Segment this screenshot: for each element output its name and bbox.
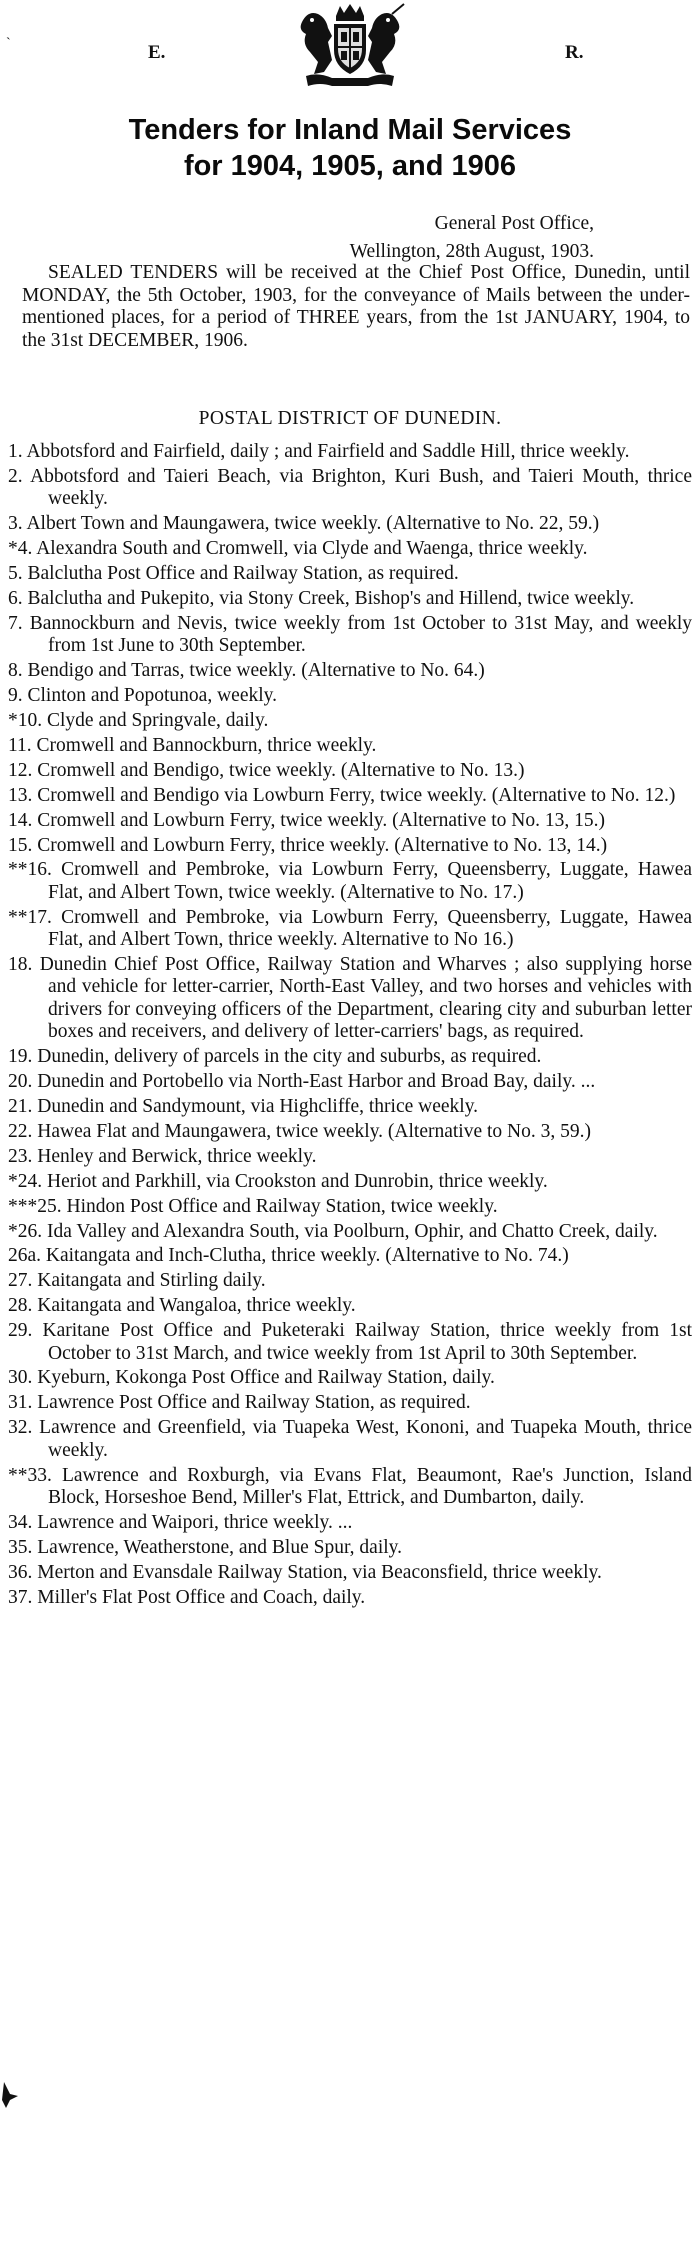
entry-text: Lawrence and Waipori, thrice weekly. ... (37, 1511, 353, 1533)
entry-text: Cromwell and Bannockburn, thrice weekly. (36, 734, 377, 756)
entry-number: 30. (8, 1367, 33, 1389)
tender-entry (8, 954, 692, 1044)
tender-entry (8, 1562, 692, 1584)
entry-number: 22. (8, 1120, 33, 1142)
entry-text: Dunedin and Sandymount, via Highcliffe, thrice weekly. (37, 1095, 479, 1117)
entry-number: 3. (8, 513, 23, 535)
tender-entry (8, 1245, 692, 1267)
entry-number: 18. (8, 954, 33, 976)
entry-text: Cromwell and Pembroke, via Lowburn Ferry, Queensberry, Luggate, Hawea Flat, and Albert Town, twice weekly. (Alternative to No. 17.) (48, 859, 693, 903)
entry-number: 7. (8, 612, 23, 634)
tender-entry (8, 1221, 692, 1243)
tender-entry (8, 466, 692, 511)
title-line-2: for 1904, 1905, and 1906 (183, 150, 517, 182)
entry-text: Dunedin Chief Post Office, Railway Station and Wharves ; also supplying horse and vehicle for letter-carrier, North-East Valley, and two horses and vehicles with drivers for conveying officers of the Department, clearing city and suburban letter boxes and receivers, and delivery of letter-carriers' bags, as required. (39, 954, 692, 1043)
tender-entry (8, 1121, 692, 1143)
entry-text: Clyde and Springvale, daily. (47, 709, 269, 731)
dateline-place-date: Wellington, 28th August, 1903. (349, 241, 594, 262)
entry-number: **17. (8, 906, 52, 928)
tender-entry (8, 785, 692, 807)
tender-entry (8, 441, 692, 463)
entry-text: Lawrence Post Office and Railway Station, as required. (37, 1392, 471, 1414)
tender-entry (8, 660, 692, 682)
tender-entry (8, 835, 692, 857)
entry-text: Dunedin, delivery of parcels in the city and suburbs, as required. (37, 1046, 542, 1068)
tender-entry (8, 1071, 692, 1093)
entry-number: *26. (8, 1220, 43, 1242)
tender-entry (8, 1295, 692, 1317)
entry-number: 27. (8, 1270, 33, 1292)
entry-text: Balclutha Post Office and Railway Station, as required. (27, 563, 459, 585)
entry-text: Merton and Evansdale Railway Station, via Beaconsfield, thrice weekly. (37, 1561, 602, 1583)
entry-text: Cromwell and Bendigo via Lowburn Ferry, twice weekly. (Alternative to No. 12.) (37, 784, 676, 806)
entry-text: Heriot and Parkhill, via Crookston and Dunrobin, thrice weekly. (47, 1170, 548, 1192)
entry-number: 8. (8, 660, 23, 682)
tender-entry (8, 1512, 692, 1534)
entry-text: Kaitangata and Inch-Clutha, thrice weekly. (Alternative to No. 74.) (45, 1245, 569, 1267)
notice-title (0, 112, 700, 184)
entry-text: Hindon Post Office and Railway Station, twice weekly. (66, 1195, 498, 1217)
tender-entry (8, 1270, 692, 1292)
entry-number: 20. (8, 1071, 33, 1093)
entry-text: Abbotsford and Taieri Beach, via Brighton, Kuri Bush, and Taieri Mouth, thrice weekly. (30, 465, 692, 510)
entry-text: Lawrence and Greenfield, via Tuapeka West, Kononi, and Tuapeka Mouth, thrice weekly. (39, 1417, 692, 1461)
entry-number: 13. (8, 784, 33, 806)
tender-entry (8, 538, 692, 560)
crest-header (0, 0, 700, 95)
tender-entry (8, 1146, 692, 1168)
tender-entry (8, 810, 692, 832)
entry-number: 6. (8, 587, 23, 609)
tender-entry (8, 1046, 692, 1068)
cipher-letter-left: E. (148, 42, 166, 63)
entry-number: ***25. (8, 1195, 62, 1217)
tender-entry (8, 1537, 692, 1559)
entry-number: *10. (8, 709, 43, 731)
entry-number: 5. (8, 563, 23, 585)
entry-text: Lawrence, Weatherstone, and Blue Spur, daily. (37, 1536, 403, 1558)
tender-entry (8, 760, 692, 782)
pointing-hand-icon (0, 2080, 22, 2110)
royal-coat-of-arms-icon (288, 2, 412, 88)
entry-number: 14. (8, 809, 33, 831)
entry-text: Albert Town and Maungawera, twice weekly. (Alternative to No. 22, 59.) (26, 513, 600, 535)
entry-text: Kaitangata and Stirling daily. (37, 1270, 266, 1292)
tender-entry (8, 563, 692, 585)
entry-number: 21. (8, 1095, 33, 1117)
entry-number: 19. (8, 1046, 33, 1068)
tender-entry (8, 1320, 692, 1365)
entry-text: Balclutha and Pukepito, via Stony Creek, Bishop's and Hillend, twice weekly. (27, 587, 635, 609)
tender-entry (8, 1196, 692, 1218)
entry-number: 11. (8, 734, 32, 756)
entry-number: 9. (8, 685, 23, 707)
entry-number: 15. (8, 834, 33, 856)
entry-text: Cromwell and Pembroke, via Lowburn Ferry, Queensberry, Luggate, Hawea Flat, and Albert Town, thrice weekly. Alternative to No 16.) (48, 906, 693, 951)
tender-entry (8, 1367, 692, 1389)
entry-number: **33. (8, 1464, 52, 1486)
tender-list (8, 441, 692, 1612)
entry-number: 31. (8, 1392, 33, 1414)
entry-text: Lawrence and Roxburgh, via Evans Flat, Beaumont, Rae's Junction, Island Block, Horseshoe Bend, Miller's Flat, Ettrick, and Dumbarton, daily. (48, 1464, 693, 1508)
entry-number: 34. (8, 1511, 33, 1533)
dateline-office: General Post Office, (434, 213, 594, 234)
tender-entry (8, 1392, 692, 1414)
title-line-1: Tenders for Inland Mail Services (128, 114, 572, 146)
entry-number: 2. (8, 465, 23, 487)
district-heading: POSTAL DISTRICT OF DUNEDIN. (198, 408, 502, 429)
entry-number: 23. (8, 1145, 33, 1167)
tender-entry (8, 710, 692, 732)
entry-number: 35. (8, 1536, 33, 1558)
margin-mark: ` (6, 36, 11, 51)
tender-entry (8, 1171, 692, 1193)
tender-entry (8, 1465, 692, 1510)
tender-entry (8, 685, 692, 707)
entry-text: Karitane Post Office and Puketeraki Railway Station, thrice weekly from 1st October to 31st March, and twice weekly from 1st April to 30th September. (42, 1320, 692, 1364)
entry-text: Cromwell and Lowburn Ferry, thrice weekly. (Alternative to No. 13, 14.) (37, 834, 608, 856)
entry-number: 26a. (8, 1245, 42, 1267)
entry-text: Kyeburn, Kokonga Post Office and Railway Station, daily. (37, 1367, 495, 1389)
entry-text: Cromwell and Bendigo, twice weekly. (Alternative to No. 13.) (37, 759, 525, 781)
entry-number: *4. (8, 538, 33, 560)
entry-number: 32. (8, 1417, 33, 1439)
tender-entry (8, 735, 692, 757)
tender-entry (8, 1096, 692, 1118)
entry-text: Bannockburn and Nevis, twice weekly from 1st October to 31st May, and weekly from 1st June to 30th September. (29, 612, 693, 657)
tender-entry (8, 907, 692, 952)
entry-number: 29. (8, 1320, 33, 1342)
tender-entry (8, 1417, 692, 1462)
entry-number: 1. (8, 441, 23, 462)
entry-text: Clinton and Popotunoa, weekly. (27, 685, 278, 707)
entry-number: 28. (8, 1295, 33, 1317)
entry-number: 12. (8, 759, 33, 781)
entry-number: 37. (8, 1586, 33, 1608)
entry-text: Hawea Flat and Maungawera, twice weekly. (Alternative to No. 3, 59.) (37, 1120, 592, 1142)
entry-number: 36. (8, 1561, 33, 1583)
tender-entry (8, 613, 692, 658)
intro-paragraph: SEALED TENDERS will be received at the Chief Post Office, Dunedin, until MONDAY, the 5th October, 1903, for the conveyance of Mails between the under-mentioned places, for a period of THREE years, from the 1st JANUARY, 1904, to the 31st DECEMBER, 1906. (22, 262, 690, 351)
entry-text: Cromwell and Lowburn Ferry, twice weekly. (Alternative to No. 13, 15.) (37, 809, 605, 831)
entry-text: Henley and Berwick, thrice weekly. (37, 1145, 317, 1167)
entry-text: Alexandra South and Cromwell, via Clyde and Waenga, thrice weekly. (36, 538, 588, 560)
entry-text: Bendigo and Tarras, twice weekly. (Alternative to No. 64.) (27, 660, 485, 682)
tender-entry (8, 1587, 692, 1609)
entry-text: Dunedin and Portobello via North-East Harbor and Broad Bay, daily. ... (37, 1071, 596, 1093)
entry-number: **16. (8, 859, 52, 881)
entry-text: Ida Valley and Alexandra South, via Poolburn, Ophir, and Chatto Creek, daily. (47, 1220, 658, 1242)
tender-entry (8, 859, 692, 904)
entry-text: Kaitangata and Wangaloa, thrice weekly. (37, 1295, 356, 1317)
entry-number: *24. (8, 1170, 43, 1192)
tender-entry (8, 513, 692, 535)
cipher-letter-right: R. (565, 42, 584, 63)
tender-entry (8, 588, 692, 610)
entry-text: Miller's Flat Post Office and Coach, daily. (37, 1586, 366, 1608)
entry-text: Abbotsford and Fairfield, daily ; and Fairfield and Saddle Hill, thrice weekly. (26, 441, 630, 462)
